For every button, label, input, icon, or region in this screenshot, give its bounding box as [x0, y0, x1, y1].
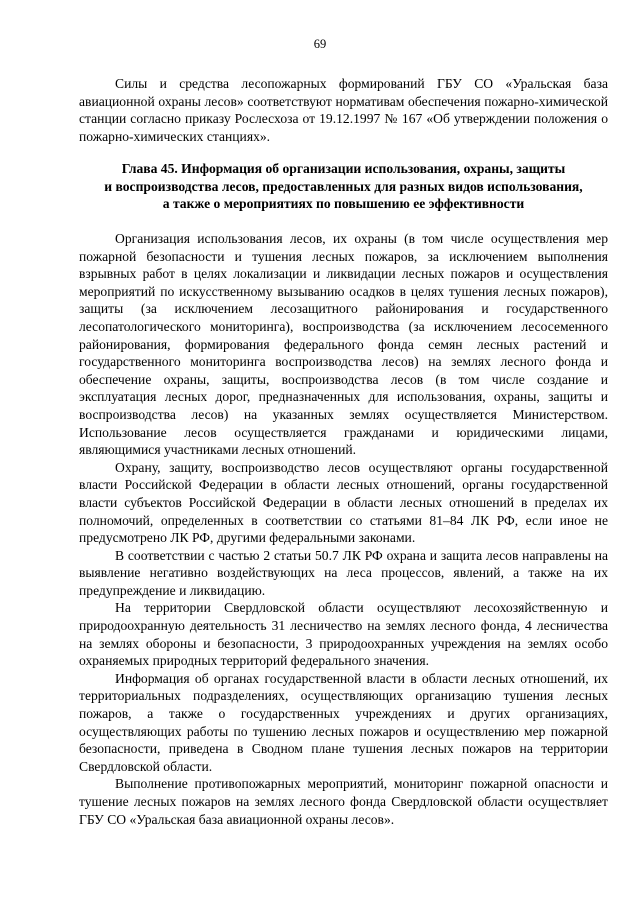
page-number: 69 — [313, 37, 327, 51]
body-paragraph: Организация использования лесов, их охраны (в том числе осуществления мер пожарной безопасности и тушения лесных пожаров, за исключением выполнения взрывных работ в целях локализации и ликвидации лесных пожаров и осуществления мероприятий по искусственному вызыванию осадков в целях тушения лесных пожаров), защиты (за исключением лесозащитного районирования и государственного лесопатологического мониторинга), воспроизводства (за исключением лесосеменного районирования, формирования федерального фонда семян лесных растений и государственного мониторинга воспроизводства лесов) на землях лесного фонда и обеспечение охраны, защиты, воспроизводства лесов (в том числе создание и эксплуатация лесных дорог, предназначенных для использования, охраны, защиты и воспроизводства лесов) на указанных землях осуществляется Министерством. Использование лесов осуществляется гражданами и юридическими лицами, являющимися участниками лесных отношений. — [79, 231, 608, 458]
body-paragraph: Выполнение противопожарных мероприятий, мониторинг пожарной опасности и тушение лесных пожаров на землях лесного фонда Свердловской области осуществляет ГБУ СО «Уральская база авиационной охраны лесов». — [79, 776, 608, 827]
body-paragraph: На территории Свердловской области осуществляют лесохозяйственную и природоохранную деятельность 31 лесничество на землях лесного фонда, 4 лесничества на землях обороны и безопасности, 3 природоохранных учреждения на землях особо охраняемых природных территорий федерального значения. — [79, 600, 608, 669]
chapter-heading-line-2: и воспроизводства лесов, предоставленных для разных видов использования, — [104, 178, 583, 194]
body-paragraph: Информация об органах государственной власти в области лесных отношений, их территориальных подразделениях, осуществляющих организацию тушения лесных пожаров, а также о государственных учреждениях и других организациях, осуществляющих работы по тушению лесных пожаров и осуществлению мер пожарной безопасности, приведена в Сводном плане тушения лесных пожаров на территории Свердловской области. — [79, 670, 608, 774]
chapter-heading — [79, 160, 608, 213]
chapter-body — [79, 230, 608, 828]
intro-section — [79, 75, 608, 145]
chapter-heading-line-3: а также о мероприятиях по повышению ее эффективности — [162, 196, 525, 212]
intro-paragraph: Силы и средства лесопожарных формирований ГБУ СО «Уральская база авиационной охраны лесов» соответствуют нормативам обеспечения пожарно-химической станции согласно приказу Рослесхоза от 19.12.1997 № 167 «Об утверждении положения о пожарно-химических станциях». — [79, 76, 608, 144]
chapter-heading-line-1: Глава 45. Информация об организации использования, охраны, защиты — [121, 161, 566, 176]
body-paragraph: Охрану, защиту, воспроизводство лесов осуществляют органы государственной власти Российской Федерации в области лесных отношений, органы государственной власти субъектов Российской Федерации в области лесных отношений в пределах их полномочий, определенных в соответствии со статьями 81–84 ЛК РФ, если иное не предусмотрено ЛК РФ, другими федеральными законами. — [79, 459, 608, 546]
body-paragraph: В соответствии с частью 2 статьи 50.7 ЛК РФ охрана и защита лесов направлены на выявление негативно воздействующих на леса процессов, явлений, а также на их предупреждение и ликвидацию. — [79, 547, 608, 598]
